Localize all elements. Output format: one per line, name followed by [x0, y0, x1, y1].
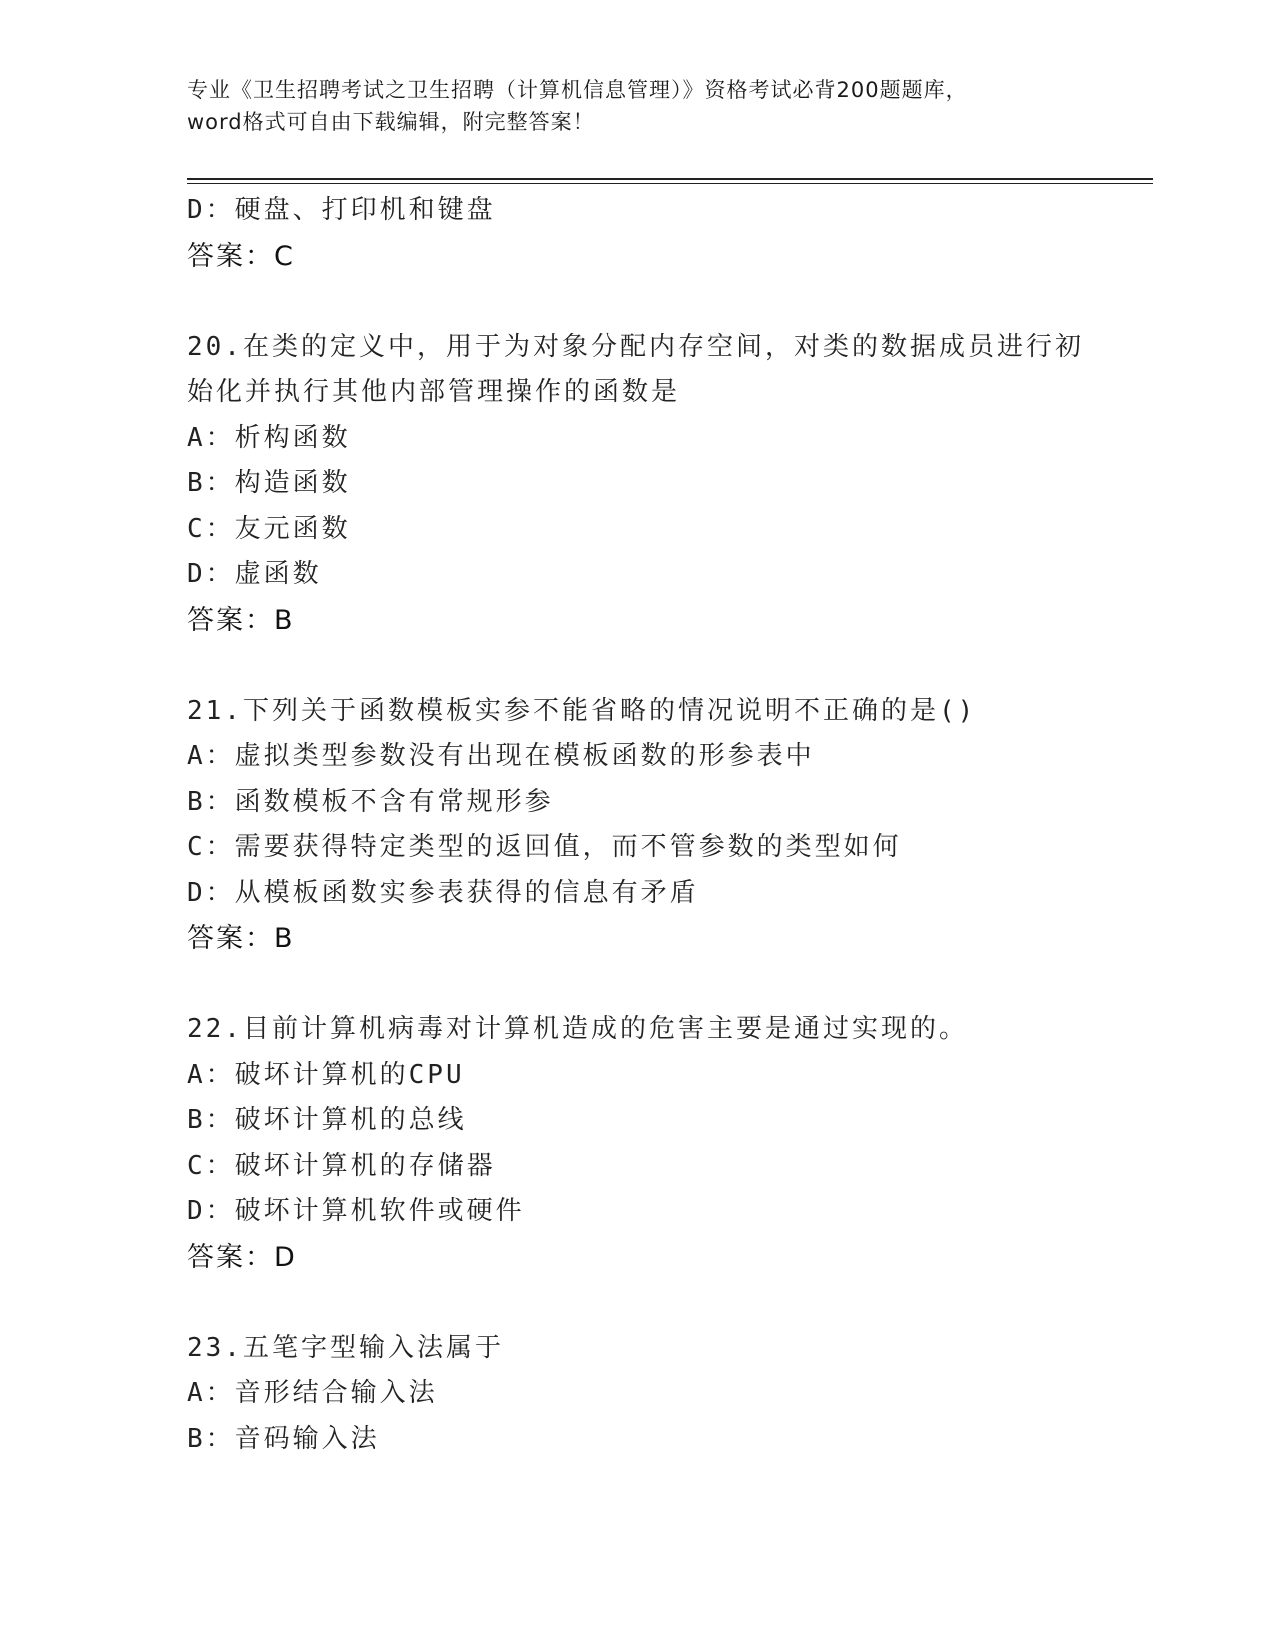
option-c: C：友元函数	[187, 513, 351, 544]
spacer	[187, 962, 1147, 1008]
option-d: D：从模板函数实参表获得的信息有矛盾	[187, 877, 699, 908]
question-stem: 22.目前计算机病毒对计算机造成的危害主要是通过实现的。	[187, 1014, 968, 1044]
question-stem-continued: 始化并执行其他内部管理操作的函数是	[187, 377, 681, 407]
document-header	[187, 74, 1087, 138]
spacer	[187, 279, 1147, 325]
question-list	[187, 188, 1147, 1462]
option-d: D：破坏计算机软件或硬件	[187, 1196, 525, 1226]
question-stem: 20.在类的定义中，用于为对象分配内存空间，对类的数据成员进行初	[187, 331, 1084, 362]
question-stem: 23.五笔字型输入法属于	[187, 1332, 504, 1363]
option-b: B：音码输入法	[187, 1423, 380, 1454]
option-a: A：虚拟类型参数没有出现在模板函数的形参表中	[187, 741, 815, 771]
option-a: A：析构函数	[187, 422, 351, 453]
question-stem: 21.下列关于函数模板实参不能省略的情况说明不正确的是()	[187, 695, 977, 726]
header-title-line-2: word格式可自由下载编辑，附完整答案！	[187, 110, 595, 134]
option-a: A：破坏计算机的CPU	[187, 1059, 465, 1090]
answer-line: 答案：D	[187, 1241, 297, 1273]
answer-line: 答案：B	[187, 604, 295, 636]
question-block-22	[187, 1007, 1147, 1280]
option-a: A：音形结合输入法	[187, 1378, 438, 1408]
answer-line: 答案：C	[187, 240, 295, 272]
spacer	[187, 643, 1147, 689]
header-divider-thick	[187, 178, 1153, 180]
option-c: C：破坏计算机的存储器	[187, 1150, 496, 1181]
option-b: B：函数模板不含有常规形参	[187, 786, 554, 817]
question-block-prev	[187, 188, 1147, 279]
option-b: B：构造函数	[187, 468, 351, 498]
option-c: C：需要获得特定类型的返回值，而不管参数的类型如何	[187, 832, 902, 862]
option-d: D：硬盘、打印机和键盘	[187, 195, 496, 225]
header-divider-thin	[187, 183, 1153, 184]
option-d: D：虚函数	[187, 559, 322, 589]
spacer	[187, 1280, 1147, 1326]
answer-line: 答案：B	[187, 923, 295, 954]
question-block-20	[187, 325, 1147, 644]
option-b: B：破坏计算机的总线	[187, 1105, 467, 1135]
question-block-21	[187, 689, 1147, 962]
question-block-23	[187, 1326, 1147, 1463]
header-title-line-1: 专业《卫生招聘考试之卫生招聘（计算机信息管理）》资格考试必背200题题库，	[187, 78, 968, 102]
